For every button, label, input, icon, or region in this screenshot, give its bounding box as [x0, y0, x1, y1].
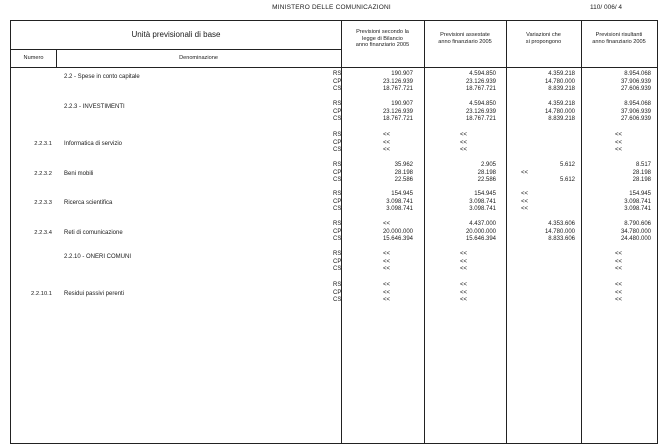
row-value-c1: << [383, 251, 391, 257]
row-denominazione: 2.2 - Spese in conto capitale [64, 74, 140, 80]
row-code: CP [333, 289, 342, 296]
row-code: CS [333, 116, 342, 122]
row-code: CS [333, 177, 342, 183]
row-code: CS [333, 86, 342, 92]
row-value-c4: 27.606.939 [620, 86, 651, 92]
row-value-c4: << [615, 282, 623, 288]
row-value-c1: 3.098.741 [386, 198, 413, 205]
row-code: RS [333, 191, 342, 197]
row-value-c4: 3.098.741 [624, 206, 651, 212]
row-value-c2: 154.945 [474, 191, 496, 197]
row-value-c2: << [460, 251, 468, 257]
row-value-c2: << [460, 147, 468, 153]
row-value-c1: << [383, 147, 391, 153]
row-value-c3: 4.359.218 [548, 71, 575, 77]
row-value-c3: 14.780.000 [544, 78, 575, 85]
row-value-c4: << [615, 266, 623, 272]
row-value-c4: << [615, 251, 623, 257]
row-value-c2: 18.767.721 [465, 116, 496, 122]
row-value-c2: 3.098.741 [469, 206, 496, 212]
row-value-c3: 4.359.218 [548, 101, 575, 107]
row-numero: 2.2.3.4 [34, 230, 52, 236]
row-value-c1: 20.000.000 [382, 228, 413, 235]
row-value-c4: 37.906.939 [620, 108, 651, 115]
row-value-c4: << [615, 289, 623, 296]
row-value-c1: 18.767.721 [382, 116, 413, 122]
row-value-c4: 34.780.000 [620, 228, 651, 235]
section-heading: Unità previsionali di base [131, 30, 221, 39]
row-code: CS [333, 147, 342, 153]
row-value-c2: << [460, 266, 468, 272]
row-value-c4: << [615, 132, 623, 138]
row-value-c2: 22.586 [477, 177, 496, 183]
row-value-c4: << [615, 147, 623, 153]
row-value-c4: 28.198 [632, 177, 651, 183]
row-value-c2: 4.594.850 [469, 71, 496, 77]
row-value-c1: << [383, 297, 391, 303]
row-value-c2: << [460, 289, 468, 296]
row-value-c3: 4.353.606 [548, 221, 575, 227]
row-denominazione: Ricerca scientifica [64, 200, 113, 206]
row-code: CP [333, 78, 342, 85]
row-value-c2: << [460, 258, 468, 265]
col-header-legge-bilancio: Previsioni secondo la legge di Bilancio anno finanziario 2005 [355, 29, 410, 48]
row-code: CP [333, 108, 342, 115]
row-value-c1: << [383, 132, 391, 138]
row-value-c1: << [383, 266, 391, 272]
row-value-c3: 5.612 [559, 177, 575, 183]
row-value-c1: << [383, 289, 391, 296]
row-denominazione: Informatica di servizio [64, 141, 123, 147]
row-value-c1: << [383, 282, 391, 288]
row-code: CP [333, 258, 342, 265]
row-value-c1: << [383, 221, 391, 227]
numero-header: Numero [23, 55, 44, 61]
row-code: CS [333, 297, 342, 303]
row-value-c3: 8.839.218 [548, 86, 575, 92]
row-value-c1: 23.126.939 [382, 78, 413, 85]
row-value-c1: 3.098.741 [386, 206, 413, 212]
row-value-c1: 190.907 [391, 71, 413, 77]
row-value-c2: 18.767.721 [465, 86, 496, 92]
row-value-c2: 23.126.939 [465, 78, 496, 85]
row-value-c4: 3.098.741 [624, 198, 651, 205]
row-code: CP [333, 198, 342, 205]
row-value-c2: 20.000.000 [465, 228, 496, 235]
row-denominazione: Residui passivi perenti [64, 291, 125, 297]
row-value-c2: 28.198 [477, 169, 496, 176]
row-value-c3: << [521, 191, 529, 197]
row-value-c4: 24.480.000 [620, 236, 651, 242]
row-value-c2: 2.905 [480, 162, 496, 168]
row-code: RS [333, 221, 342, 227]
row-code: CS [333, 206, 342, 212]
row-value-c3: 8.833.606 [548, 236, 575, 242]
row-code: CS [333, 236, 342, 242]
row-code: RS [333, 162, 342, 168]
row-value-c1: << [383, 258, 391, 265]
row-code: RS [333, 101, 342, 107]
row-numero: 2.2.3.1 [34, 141, 52, 147]
col-header-risultanti: Previsioni risultanti anno finanziario 2005 [592, 32, 646, 45]
row-value-c4: << [615, 139, 623, 146]
row-value-c4: 8.954.068 [624, 71, 651, 77]
row-value-c3: << [521, 169, 529, 176]
col-header-assestate: Previsioni assestate anno finanziario 2005 [438, 32, 492, 45]
row-value-c2: 4.594.850 [469, 101, 496, 107]
row-value-c4: << [615, 297, 623, 303]
row-value-c2: 15.646.394 [465, 236, 496, 242]
row-code: CP [333, 228, 342, 235]
row-value-c1: 22.586 [394, 177, 413, 183]
row-value-c1: 154.945 [391, 191, 413, 197]
row-value-c1: 15.646.394 [382, 236, 413, 242]
row-value-c1: 35.962 [394, 162, 413, 168]
row-code: RS [333, 251, 342, 257]
denominazione-header: Denominazione [179, 55, 218, 61]
row-code: RS [333, 282, 342, 288]
row-value-c4: 8.517 [635, 162, 651, 168]
row-value-c3: 14.780.000 [544, 108, 575, 115]
row-value-c2: 4.437.000 [469, 221, 496, 227]
row-value-c4: 154.945 [629, 191, 651, 197]
row-value-c2: << [460, 297, 468, 303]
row-value-c2: 23.126.939 [465, 108, 496, 115]
page-number: 110/ 006/ 4 [590, 4, 623, 11]
row-code: CP [333, 169, 342, 176]
row-value-c1: 28.198 [394, 169, 413, 176]
row-value-c2: << [460, 139, 468, 146]
row-value-c1: 23.126.939 [382, 108, 413, 115]
row-value-c3: << [521, 206, 529, 212]
row-numero: 2.2.3.2 [34, 171, 52, 177]
row-value-c3: << [521, 198, 529, 205]
row-code: CP [333, 139, 342, 146]
row-denominazione: 2.2.10 - ONERI COMUNI [64, 254, 132, 260]
row-value-c1: 190.907 [391, 101, 413, 107]
row-value-c4: 27.606.939 [620, 116, 651, 122]
row-value-c1: << [383, 139, 391, 146]
row-value-c3: 14.780.000 [544, 228, 575, 235]
row-code: RS [333, 71, 342, 77]
row-value-c4: 8.790.606 [624, 221, 651, 227]
row-value-c2: << [460, 282, 468, 288]
row-value-c3: 5.612 [559, 162, 575, 168]
row-denominazione: 2.2.3 - INVESTIMENTI [64, 104, 125, 110]
row-numero: 2.2.3.3 [34, 200, 52, 206]
row-code: RS [333, 132, 342, 138]
row-numero: 2.2.10.1 [31, 291, 52, 297]
ministry-title: MINISTERO DELLE COMUNICAZIONI [272, 4, 391, 11]
row-value-c4: << [615, 258, 623, 265]
row-denominazione: Reti di comunicazione [64, 230, 123, 236]
row-denominazione: Beni mobili [64, 171, 94, 177]
row-value-c4: 8.954.068 [624, 101, 651, 107]
row-value-c1: 18.767.721 [382, 86, 413, 92]
row-value-c4: 28.198 [632, 169, 651, 176]
row-code: CS [333, 266, 342, 272]
row-value-c3: 8.839.218 [548, 116, 575, 122]
col-header-variazioni: Variazioni che si propongono [525, 32, 562, 45]
row-value-c2: 3.098.741 [469, 198, 496, 205]
row-value-c4: 37.906.939 [620, 78, 651, 85]
row-value-c2: << [460, 132, 468, 138]
